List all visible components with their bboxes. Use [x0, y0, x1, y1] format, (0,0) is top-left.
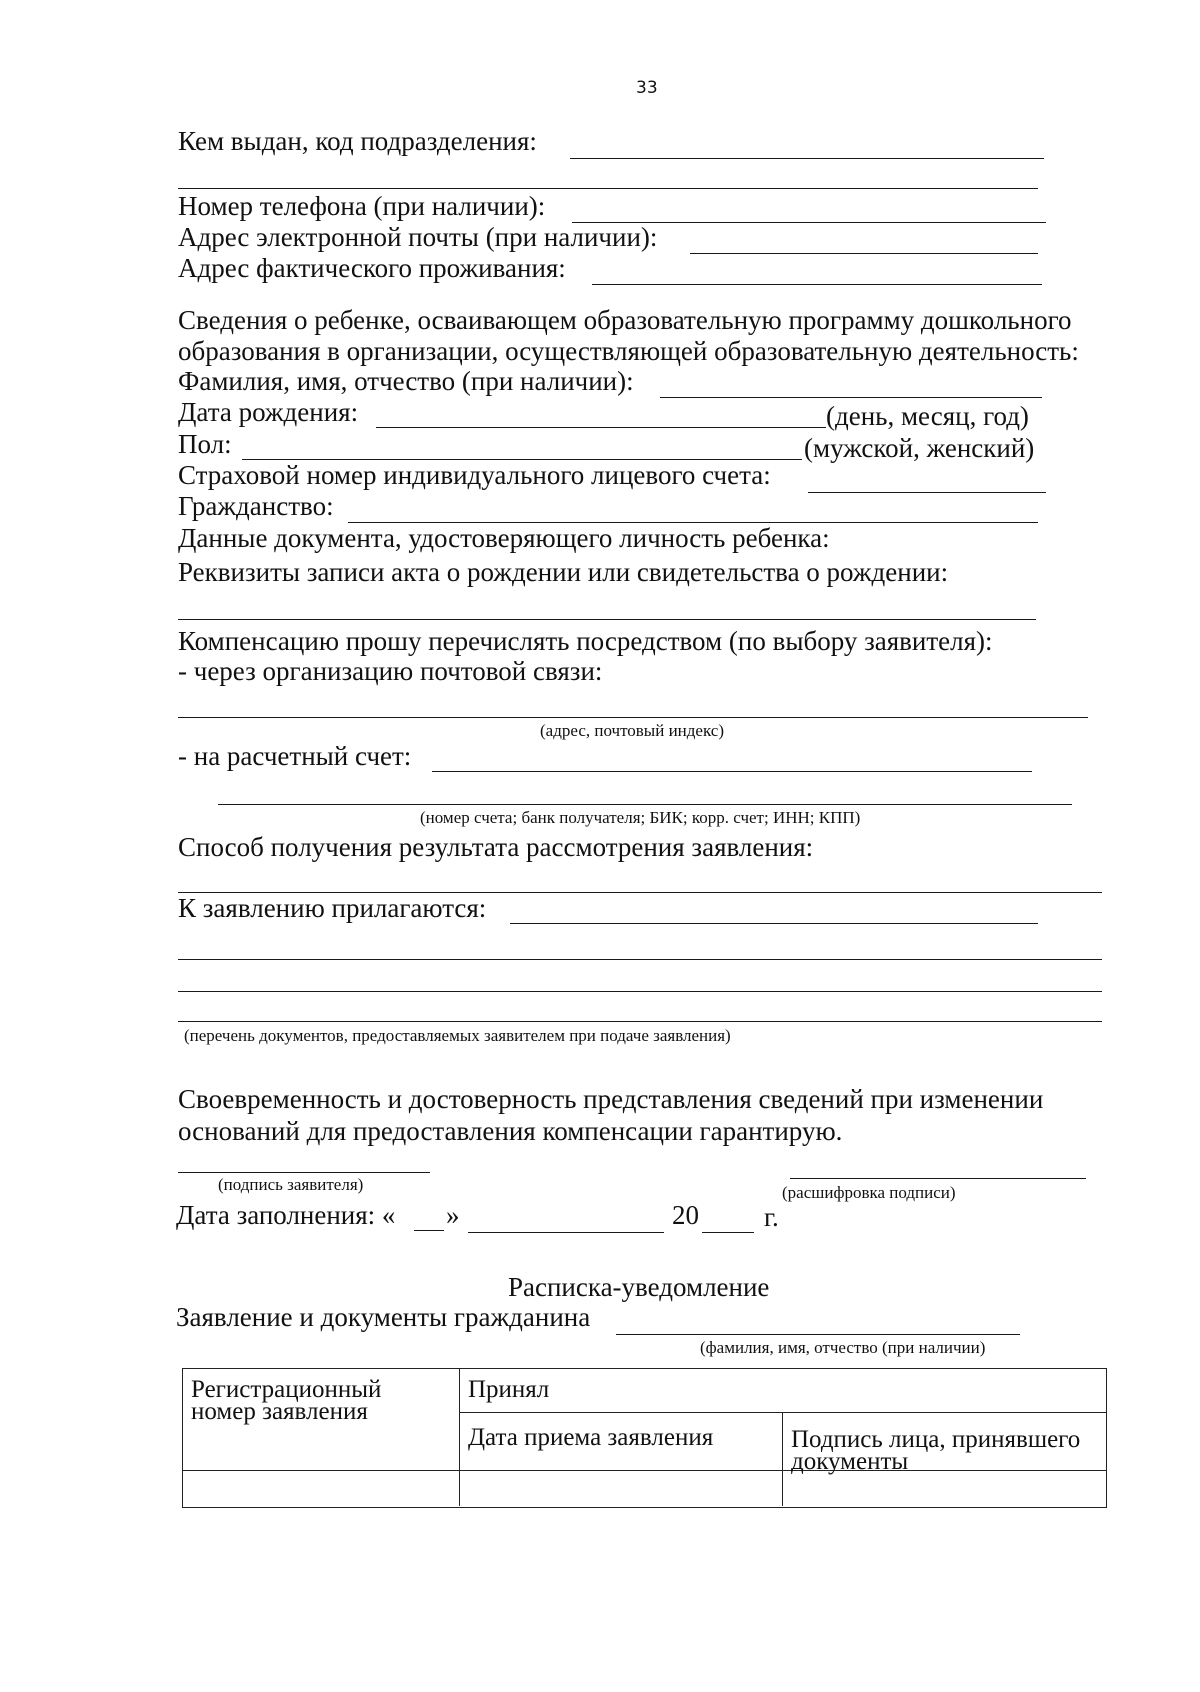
birth-date-hint: (день, месяц, год)	[826, 401, 1029, 431]
receipt-statement: Заявление и документы гражданина	[176, 1302, 591, 1332]
fill-date-close-quote: »	[446, 1200, 460, 1230]
attachments-hint: (перечень документов, предоставляемых заявителем при подаче заявления)	[184, 1026, 731, 1045]
child-intro-line2: образования в организации, осуществляющей образовательную деятельность:	[178, 336, 1079, 366]
table-divider-col2	[782, 1412, 783, 1506]
email-field[interactable]	[690, 253, 1038, 254]
post-address-hint: (адрес, почтовый индекс)	[540, 721, 725, 740]
birth-date-field[interactable]	[376, 427, 826, 428]
sex-hint: (мужской, женский)	[804, 433, 1035, 463]
col-signature-line1: Подпись лица, принявшего	[791, 1426, 1081, 1453]
id-document-label: Данные документа, удостоверяющего личность ребенка:	[178, 523, 830, 553]
birth-record-label: Реквизиты записи акта о рождении или свидетельства о рождении:	[178, 557, 949, 587]
account-field[interactable]	[432, 771, 1032, 772]
signature-hint: (подпись заявителя)	[218, 1175, 364, 1194]
child-name-field[interactable]	[660, 397, 1042, 398]
attachments-field-4[interactable]	[178, 1021, 1102, 1022]
receipt-title: Расписка-уведомление	[508, 1272, 770, 1302]
child-name-label: Фамилия, имя, отчество (при наличии):	[178, 366, 634, 396]
fill-date-year-suffix: г.	[764, 1202, 779, 1232]
col-reg-number-line1: Регистрационный	[191, 1376, 382, 1403]
child-intro-line1: Сведения о ребенке, осваивающем образовательную программу дошкольного	[178, 305, 1072, 335]
table-divider-row1	[459, 1412, 1107, 1413]
post-address-field[interactable]	[178, 717, 1088, 718]
snils-field[interactable]	[808, 492, 1046, 493]
col-signature-line2: документы	[791, 1448, 909, 1475]
birth-record-field[interactable]	[178, 619, 1036, 620]
col-reg-number-line2: номер заявления	[191, 1398, 368, 1425]
signature-field[interactable]	[178, 1172, 430, 1173]
page-number: 33	[636, 78, 658, 98]
issued-by-field-continued[interactable]	[178, 188, 1038, 189]
fill-date-day-field[interactable]	[414, 1230, 444, 1231]
account-field-continued[interactable]	[218, 804, 1072, 805]
issued-by-field[interactable]	[570, 158, 1044, 159]
snils-label: Страховой номер индивидуального лицевого счета:	[178, 460, 771, 490]
col-accept-date: Дата приема заявления	[468, 1424, 714, 1451]
table-divider-col1	[459, 1369, 460, 1506]
cell-reg-number-value[interactable]	[185, 1473, 457, 1504]
address-field[interactable]	[592, 284, 1042, 285]
issued-by-label: Кем выдан, код подразделения:	[178, 126, 537, 156]
signature-decode-field[interactable]	[790, 1178, 1086, 1179]
cell-accept-date-value[interactable]	[462, 1473, 780, 1504]
result-method-label: Способ получения результата рассмотрения заявления:	[178, 832, 814, 862]
fill-date-year-prefix: 20	[672, 1200, 699, 1230]
receipt-name-hint: (фамилия, имя, отчество (при наличии)	[700, 1338, 986, 1357]
cell-signature-value[interactable]	[785, 1473, 1103, 1504]
attachments-label: К заявлению прилагаются:	[178, 893, 487, 923]
birth-date-label: Дата рождения:	[178, 397, 359, 427]
citizenship-label: Гражданство:	[178, 491, 334, 521]
attachments-field-1[interactable]	[510, 923, 1038, 924]
attachments-field-2[interactable]	[178, 959, 1102, 960]
guarantee-line2: оснований для предоставления компенсации гарантирую.	[178, 1116, 843, 1146]
compensation-heading: Компенсацию прошу перечислять посредством (по выбору заявителя):	[178, 626, 993, 656]
receipt-table	[182, 1368, 1107, 1508]
signature-decode-hint: (расшифровка подписи)	[782, 1183, 956, 1202]
fill-date-label: Дата заполнения: «	[176, 1200, 396, 1230]
account-option-label: - на расчетный счет:	[178, 741, 412, 771]
guarantee-line1: Своевременность и достоверность представления сведений при изменении	[178, 1084, 1044, 1114]
post-option-label: - через организацию почтовой связи:	[178, 656, 603, 686]
phone-label: Номер телефона (при наличии):	[178, 191, 546, 221]
sex-label: Пол:	[178, 429, 232, 459]
receipt-name-field[interactable]	[616, 1334, 1020, 1335]
fill-date-year-field[interactable]	[702, 1232, 754, 1233]
account-hint: (номер счета; банк получателя; БИК; корр. счет; ИНН; КПП)	[420, 808, 861, 827]
col-accepted: Принял	[468, 1376, 550, 1403]
address-label: Адрес фактического проживания:	[178, 253, 566, 283]
attachments-field-3[interactable]	[178, 991, 1102, 992]
fill-date-month-field[interactable]	[468, 1232, 664, 1233]
email-label: Адрес электронной почты (при наличии):	[178, 222, 658, 252]
table-divider-row2	[183, 1470, 1106, 1471]
